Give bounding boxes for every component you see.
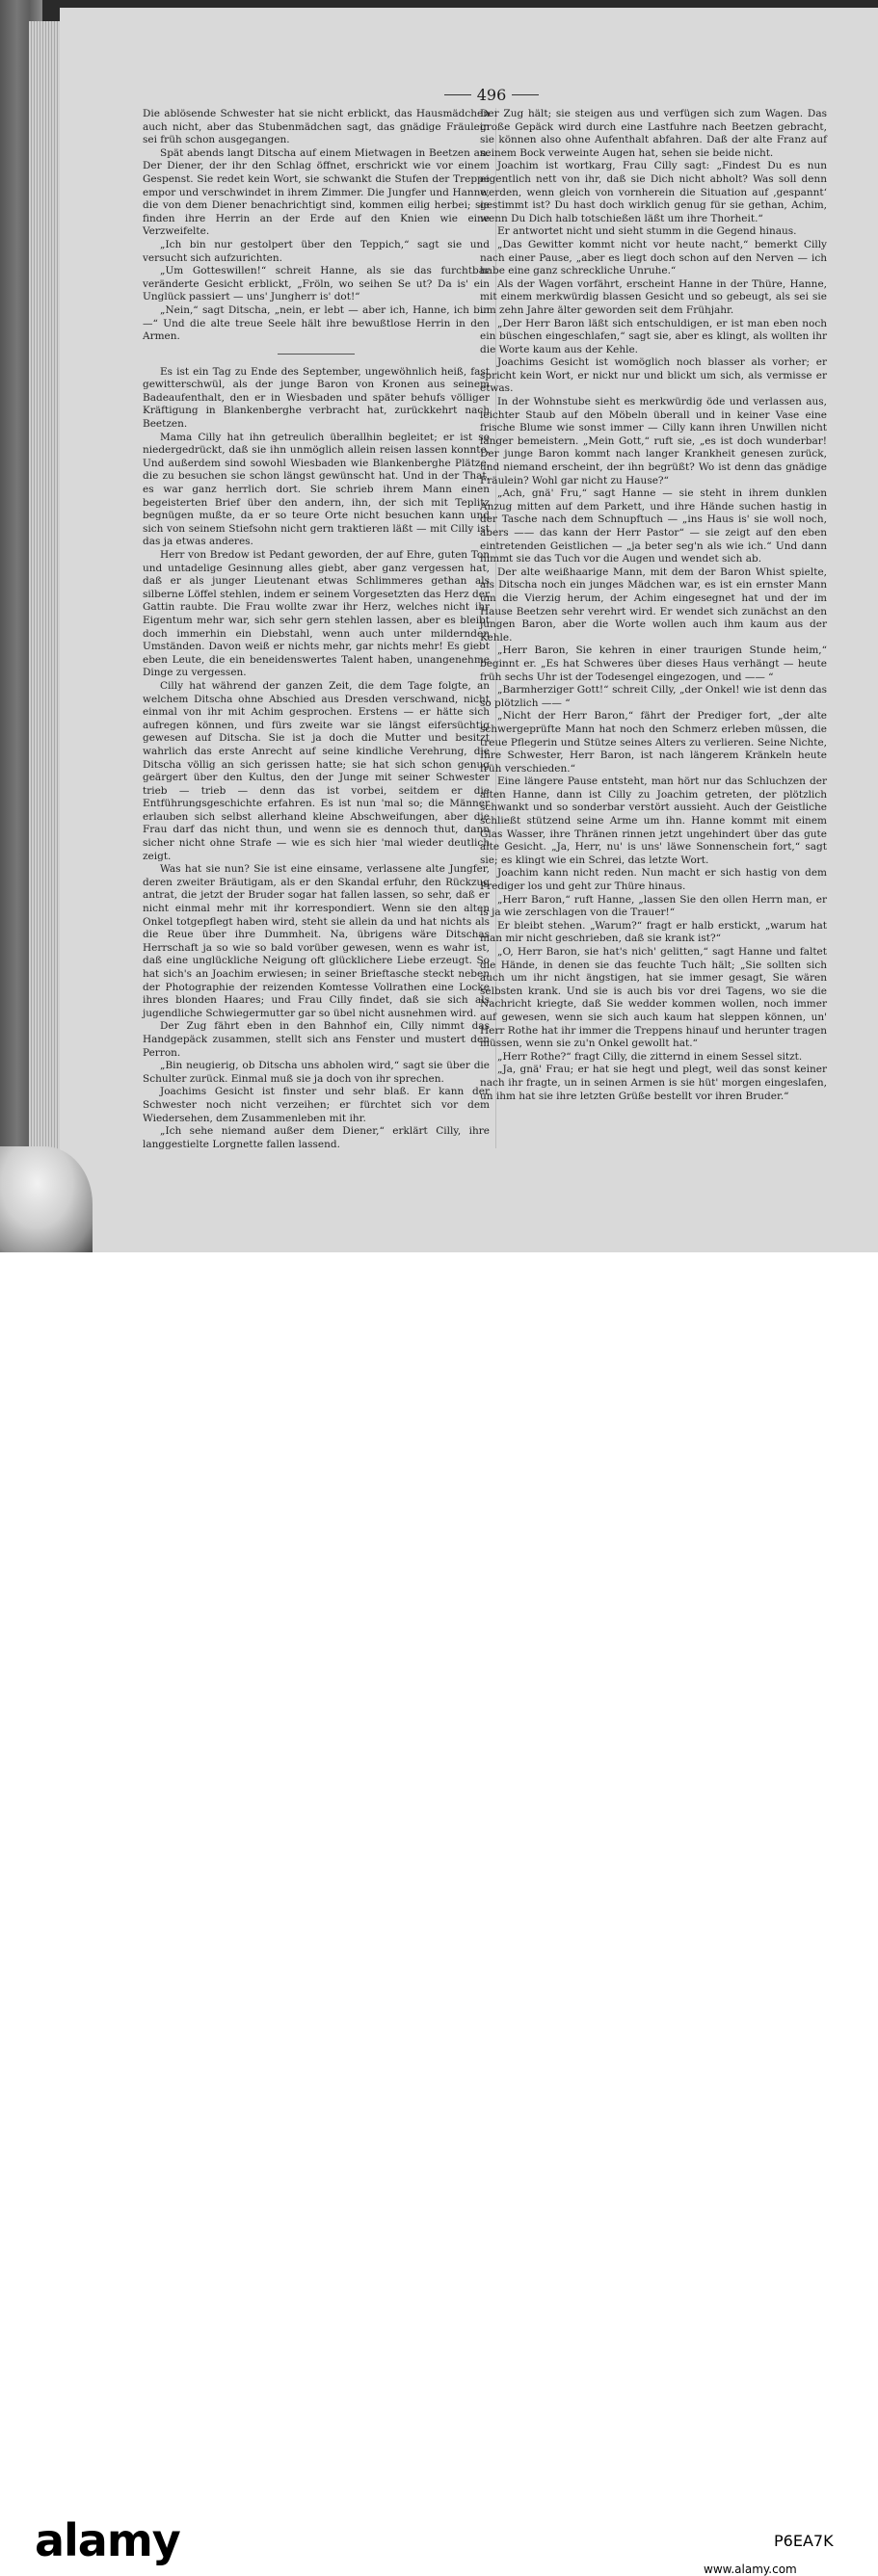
- paragraph: „Herr Baron, Sie kehren in einer traurigen Stunde heim,“ beginnt er. „Es hat Schweres über dieses Haus verhängt — heute früh sechs Uhr ist der Todesengel eingezogen, und —— “: [480, 644, 827, 683]
- paragraph: „Ich sehe niemand außer dem Diener,“ erklärt Cilly, ihre langgestielte Lorgnette fallen lassend.: [143, 1125, 490, 1150]
- paragraph: „Herr Rothe?“ fragt Cilly, die zitternd in einem Sessel sitzt.: [497, 1050, 803, 1063]
- alamy-logo: alamy: [35, 2514, 180, 2566]
- paragraph: „Barmherziger Gott!“ schreit Cilly, „der Onkel! wie ist denn das so plötzlich —— “: [480, 684, 827, 709]
- paragraph: Mama Cilly hat ihn getreulich überallhin begleitet; er ist so niedergedrückt, daß sie ihn unmöglich allein reisen lassen konnte. Und außerdem sind sowohl Wiesbaden wie Blankenberghe Plätze, die zu besuchen sie schon längst gewünscht hat. Und in der That, es war ganz herrlich dort. Sie schrieb ihrem Mann einen begeisterten Brief über den andern, ihn, der sich mit Teplitz begnügen mußte, da er so teure Orte nicht besuchen kann und sich von seinem Stiefsohn nicht gern traktieren läßt — mit Cilly ist das ja etwas anderes.: [143, 431, 490, 548]
- paragraph: „Der Herr Baron läßt sich entschuldigen, er ist man eben noch ein büschen eingeschlafen,“ sagt sie, aber es klingt, als wollten ihr die Worte kaum aus der Kehle.: [480, 317, 827, 355]
- header-rule-right: [512, 94, 539, 95]
- paragraph: Er antwortet nicht und sieht stumm in die Gegend hinaus.: [497, 225, 797, 238]
- paragraph: In der Wohnstube sieht es merkwürdig öde und verlassen aus, leichter Staub auf den Möbeln überall und in keiner Vase eine frische Blume wie sonst immer — Cilly kann ihren Unwillen nicht länger bemeistern. „Mein Gott,“ ruft sie, „es ist doch wunderbar! Der junge Baron kommt nach langer Krankheit genesen zurück, und niemand erscheint, der ihn begrüßt? Wo ist denn das gnädige Fräulein? Wohl gar nicht zu Hause?“: [480, 396, 827, 486]
- paragraph: „Herr Baron,“ ruft Hanne, „lassen Sie den ollen Herrn man, er is ja wie zerschlagen von die Trauer!“: [480, 893, 827, 919]
- paragraph: Eine längere Pause entsteht, man hört nur das Schluchzen der alten Hanne, dann ist Cilly zu Joachim getreten, der plötzlich schwankt und so sonderbar verstört aussieht. Auch der Geistliche schließt stützend seine Arme um ihn. Hanne kommt mit einem Glas Wasser, ihre Thränen rinnen jetzt ungehindert über das gute alte Gesicht. „Ja, Herr, nu' is uns' läwe Sonnenschein fort,“ sagt sie; es klingt wie ein Schrei, das letzte Wort.: [480, 775, 827, 866]
- paragraph: Der Zug fährt eben in den Bahnhof ein, Cilly nimmt das Handgepäck zusammen, stellt sich ans Fenster und mustert den Perron.: [143, 1020, 490, 1059]
- paragraph: Joachim ist wortkarg, Frau Cilly sagt: „Findest Du es nun eigentlich nett von ihr, daß sie Dich nicht abholt? Was soll denn werden, wenn gleich von vornherein die Situation auf ‚gespannt‘ gestimmt ist? Du hast doch wirklich genug für sie gethan, Achim, wenn Du Dich halb totschießen läßt um ihre Thorheit.“: [480, 160, 827, 224]
- watermark-bar: [0, 1252, 878, 2576]
- paragraph: „Nicht der Herr Baron,“ fährt der Prediger fort, „der alte schwergeprüfte Mann hat noch den Schmerz erleben müssen, die treue Pflegerin und Stütze seines Alters zu verlieren. Seine Nichte, Ihre Schwester, Herr Baron, ist nach längerem Kränkeln heute früh verschieden.“: [480, 710, 827, 775]
- paragraph: „Bin neugierig, ob Ditscha uns abholen wird,“ sagt sie über die Schulter zurück. Einmal muß sie ja doch von ihr sprechen.: [143, 1060, 490, 1085]
- paragraph: „Ja, gnä' Frau; er hat sie hegt und plegt, weil das sonst keiner nach ihr fragte, un in seinen Armen is sie hüt' morgen eingeslafen, un ihm hat sie ihre letzten Grüße bestellt vor ihren Bruder.“: [480, 1064, 827, 1102]
- right-column: [480, 108, 827, 1103]
- paragraph: Was hat sie nun? Sie ist eine einsame, verlassene alte Jungfer, deren zweiter Bräutigam, als er den Skandal erfuhr, den Rückzug antrat, die jetzt der Bruder sogar hat fallen lassen, so sehr, daß er nicht einmal mehr mit ihr korrespondiert. Wenn sie den alten Onkel totgepflegt haben wird, steht sie allein da und hat nichts als die Reue über ihre Dummheit. Na, übrigens wäre Ditschas Herrschaft ja so wie so bald vorüber gewesen, wenn es wahr ist, daß eine unglückliche Neigung oft glücklichere Liebe erzeugt. So hat sich's an Joachim erwiesen; in seiner Brieftasche steckt neben der Photographie der reizenden Komtesse Vollrathen eine Locke ihres blonden Haares; und Frau Cilly findet, daß sie sich als jugendliche Schwiegermutter gar so übel nicht ausnehmen wird.: [143, 863, 490, 1019]
- paragraph: „O, Herr Baron, sie hat's nich' gelitten,“ sagt Hanne und faltet die Hände, in denen sie das feuchte Tuch hält; „Sie sollten sich auch um ihr nicht ängstigen, hat sie immer gesagt, Sie wären selbsten krank. Und sie is auch bis vor drei Tagens, wo sie die Nachricht kriegte, daß Sie wedder kommen wollen, noch immer auf gewesen, wenn sie sich auch kaum hat sleppen können, un' Herr Rothe hat ihr immer die Treppens hinauf und herunter tragen müssen, wenn sie zu'n Onkel gewollt hat.“: [480, 946, 827, 1050]
- paragraph: Joachims Gesicht ist finster und sehr blaß. Er kann der Schwester noch nicht verzeihen; er fürchtet sich vor dem Wiedersehen, dem Zusammenleben mit ihr.: [143, 1086, 490, 1124]
- paragraph: „Um Gotteswillen!“ schreit Hanne, als sie das furchtbar veränderte Gesicht erblickt, „Fröln, wo seihen Se ut? Da is' ein Unglück passiert — uns' Jungherr is' dot!“: [143, 265, 490, 303]
- paragraph: Als der Wagen vorfährt, erscheint Hanne in der Thüre, Hanne, mit einem merkwürdig blassen Gesicht und so gebeugt, als sei sie um zehn Jahre älter geworden seit dem Frühjahr.: [480, 277, 827, 316]
- paragraph: Herr von Bredow ist Pedant geworden, der auf Ehre, guten Ton und untadelige Gesinnung alles giebt, aber ganz vergessen hat, daß er als junger Lieutenant etwas Schlimmeres gethan als silberne Löffel stehlen, indem er seinem Vorgesetzten das Herz der Gattin raubte. Die Frau wollte zwar ihr Herz, welches nicht ihr Eigentum mehr war, sich sehr gern stehlen lassen, aber es bleibt doch immerhin ein Diebstahl, wenn auch unter mildernden Umständen. Davon weiß er nichts mehr, gar nichts mehr! Es giebt eben Leute, die ein beneidenswertes Talent haben, unangenehme Dinge zu vergessen.: [143, 549, 490, 679]
- paragraph: „Ach, gnä' Fru,“ sagt Hanne — sie steht in ihrem dunklen Anzug mitten auf dem Parkett, und ihre Hände suchen hastig in der Tasche nach dem Schnupftuch — „ins Haus is' sie woll noch, abers —— das kann der Herr Pastor“ — sie zeigt auf den eben eintretenden Geistlichen — „ja beter seg'n als wie ich.“ Und dann nimmt sie das Tuch vor die Augen und wendet sich ab.: [480, 487, 827, 565]
- paragraph: Joachim kann nicht reden. Nun macht er sich hastig von dem Prediger los und geht zur Thüre hinaus.: [480, 867, 827, 893]
- paragraph: Es ist ein Tag zu Ende des September, ungewöhnlich heiß, fast gewitterschwül, als der junge Baron von Kronen aus seinem Badeaufenthalt, den er in Wiesbaden und später behufs völliger Kräftigung in Blankenberghe verbracht hat, zurückkehrt nach Beetzen.: [143, 365, 490, 431]
- left-column: [143, 108, 490, 1151]
- site-url: www.alamy.com: [704, 2563, 797, 2576]
- page-number: 496: [476, 85, 507, 104]
- paragraph: Spät abends langt Ditscha auf einem Mietwagen in Beetzen an. Der Diener, der ihr den Schlag öffnet, erschrickt wie vor einem Gespenst. Sie redet kein Wort, sie schwankt die Stufen der Treppe empor und verschwindet in ihrem Zimmer. Die Jungfer und Hanne, die von dem Diener benachrichtigt sind, kommen eilig herbei; sie finden ihre Herrin an der Erde auf den Knien wie eine Verzweifelte.: [143, 146, 490, 238]
- paragraph: „Das Gewitter kommt nicht vor heute nacht,“ bemerkt Cilly nach einer Pause, „aber es liegt doch schon auf den Nerven — ich habe eine ganz schreckliche Unruhe.“: [480, 238, 827, 277]
- paragraph: Die ablösende Schwester hat sie nicht erblickt, das Hausmädchen auch nicht, aber das Stubenmädchen sagt, das gnädige Fräulein sei früh schon ausgegangen.: [143, 108, 490, 146]
- header-rule-left: [444, 94, 471, 95]
- paragraph: Cilly hat während der ganzen Zeit, die dem Tage folgte, an welchem Ditscha ohne Abschied aus Dresden verschwand, nicht einmal von ihr mit Achim gesprochen. Erstens — er hätte sich aufregen können, und fürs zweite war sie längst eifersüchtig gewesen auf Ditscha. Sie ist ja doch die Mutter und besitzt wahrlich das erste Anrecht auf seine kindliche Verehrung, die Ditscha völlig an sich gerissen hatte; sie hat sich schon genug geärgert über den Kultus, den der Junge mit seiner Schwester trieb — trieb — denn das ist vorbei, seitdem er die Entführungsgeschichte erfahren. Es ist nun 'mal so; die Männer erlauben sich selbst allerhand kleine Abschweifungen, aber die Frau darf das nicht thun, und wenn sie es dennoch thut, dann sicher nicht ohne Strafe — wie es sich hier 'mal wieder deutlich zeigt.: [143, 679, 490, 862]
- image-id: P6EA7K: [774, 2532, 834, 2550]
- paragraph: Der Zug hält; sie steigen aus und verfügen sich zum Wagen. Das große Gepäck wird durch eine Lastfuhre nach Beetzen gebracht, sie können also ohne Aufenthalt abfahren. Daß der alte Franz auf seinem Bock verweinte Augen hat, sehen sie beide nicht.: [480, 108, 827, 159]
- paragraph: Er bleibt stehen. „Warum?“ fragt er halb erstickt, „warum hat man mir nicht geschrieben, daß sie krank ist?“: [480, 919, 827, 945]
- page-header: [424, 83, 559, 106]
- paragraph: Der alte weißhaarige Mann, mit dem der Baron Whist spielte, als Ditscha noch ein junges Mädchen war, es ist ein ernster Mann um die Vierzig herum, der Achim eingesegnet hat und der im Hause Beetzen sehr verehrt wird. Er wendet sich zunächst an den jungen Baron, aber die Worte wollen auch ihm kaum aus der Kehle.: [480, 565, 827, 644]
- paragraph: Joachims Gesicht ist womöglich noch blasser als vorher; er spricht kein Wort, er nickt nur und blickt um sich, als vermisse er etwas.: [480, 356, 827, 395]
- section-divider: [278, 354, 355, 355]
- paragraph: „Ich bin nur gestolpert über den Teppich,“ sagt sie und versucht sich aufzurichten.: [143, 238, 490, 264]
- paragraph: „Nein,“ sagt Ditscha, „nein, er lebt — aber ich, Hanne, ich bin —“ Und die alte treue Seele hält ihre bewußtlose Herrin in den Armen.: [143, 303, 490, 343]
- book-photo: [0, 0, 878, 1252]
